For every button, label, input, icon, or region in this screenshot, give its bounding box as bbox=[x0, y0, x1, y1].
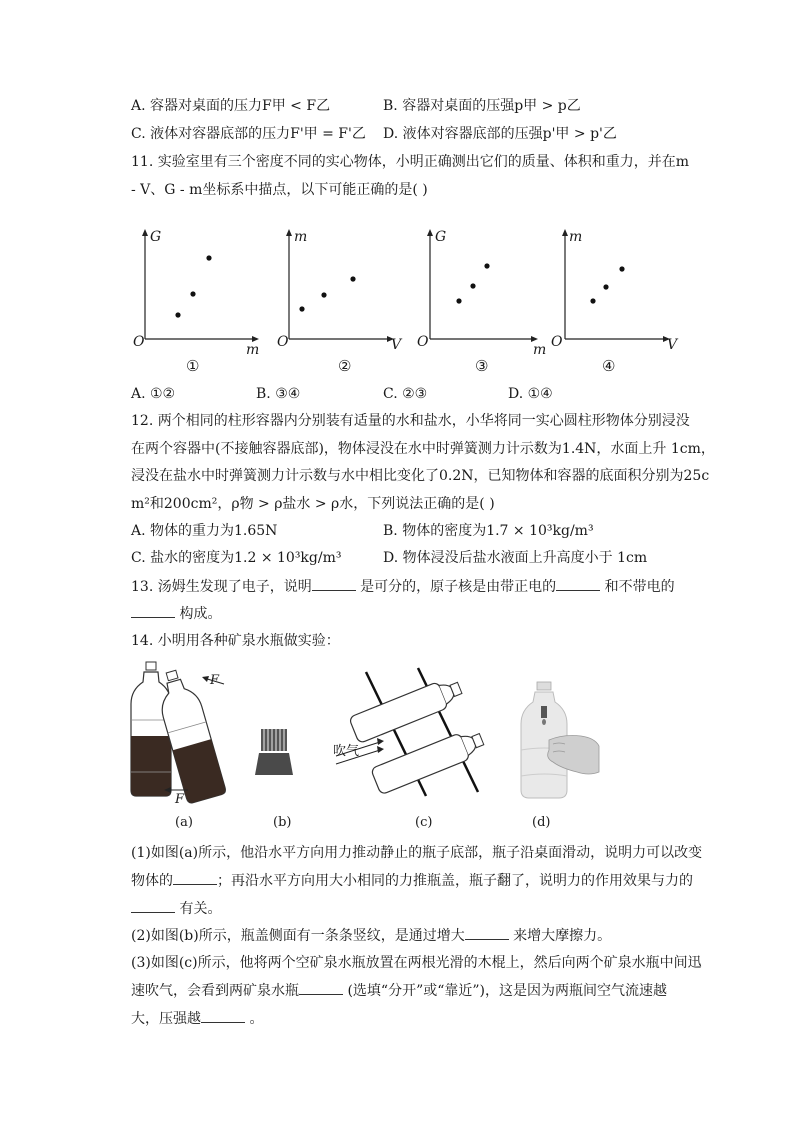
figure-d-caption: (d) bbox=[532, 815, 551, 830]
graph-2-point bbox=[321, 292, 326, 297]
graph-2-x-label: V bbox=[391, 337, 402, 353]
graph-4-point bbox=[603, 284, 608, 289]
q14-p3-line3 bbox=[131, 1008, 263, 1029]
graph-4-x-label: V bbox=[667, 337, 678, 353]
figure-b-bottle-cap bbox=[255, 725, 295, 780]
q12-option-a: A. 物体的重力为1.65N bbox=[131, 523, 278, 539]
q12-stem-line4: m²和200cm²，ρ物 > ρ盐水 > ρ水，下列说法正确的是( ) bbox=[131, 496, 495, 512]
figure-a-force-label-bottom: F bbox=[175, 792, 185, 807]
graph-4-caption: ④ bbox=[602, 357, 616, 375]
q14-blank-4[interactable] bbox=[299, 980, 343, 995]
q11-option-c: C. ②③ bbox=[383, 386, 428, 402]
graph-2-point bbox=[299, 306, 304, 311]
graph-2-m-vs-v bbox=[272, 225, 407, 355]
graph-4-point bbox=[619, 266, 624, 271]
q12-option-d: D. 物体浸没后盐水液面上升高度小于 1cm bbox=[383, 550, 648, 566]
q13-line1 bbox=[131, 576, 675, 597]
q13-text-3: 和不带电的 bbox=[604, 579, 675, 595]
graph-4-y-label: m bbox=[569, 229, 583, 245]
q12-stem-line3: 浸没在盐水中时弹簧测力计示数与水中相比变化了0.2N，已知物体和容器的底面积分别为25c bbox=[131, 468, 710, 484]
q10-option-b: B. 容器对桌面的压强p甲 > p乙 bbox=[383, 98, 581, 114]
q14-p3-text-d: 。 bbox=[249, 1011, 264, 1027]
graph-1-x-label: m bbox=[246, 342, 260, 358]
q14-p1-text-b: ；再沿水平方向用大小相同的力推瓶盖，瓶子翻了，说明力的作用效果与力的 bbox=[217, 873, 693, 889]
q14-p3-text-b: (选填“分开”或“靠近”)，这是因为两瓶间空气流速越 bbox=[347, 983, 668, 999]
q14-blank-1[interactable] bbox=[173, 870, 217, 885]
figure-d-hand-holding-bottle bbox=[515, 680, 600, 805]
figure-c-bottles-on-sticks bbox=[330, 662, 505, 802]
q11-option-d: D. ①④ bbox=[508, 386, 553, 402]
q12-option-c: C. 盐水的密度为1.2 × 10³kg/m³ bbox=[131, 550, 342, 566]
graph-2-point bbox=[350, 276, 355, 281]
graph-1-point bbox=[175, 312, 180, 317]
figure-c-caption: (c) bbox=[415, 815, 433, 830]
q13-text-2: 是可分的，原子核是由带正电的 bbox=[360, 579, 557, 595]
q14-p1-text-a: 物体的 bbox=[131, 873, 173, 889]
q13-blank-1[interactable] bbox=[312, 576, 356, 591]
graph-3-point bbox=[484, 263, 489, 268]
q14-blank-5[interactable] bbox=[201, 1008, 245, 1023]
q13-blank-3[interactable] bbox=[131, 603, 175, 618]
q10-option-c: C. 液体对容器底部的压力F'甲 = F'乙 bbox=[131, 126, 366, 142]
figure-a-bottles bbox=[126, 660, 236, 810]
q11-stem-line2: - V、G - m坐标系中描点，以下可能正确的是( ) bbox=[131, 182, 428, 198]
q10-option-a: A. 容器对桌面的压力F甲 < F乙 bbox=[131, 98, 331, 114]
graph-3-g-vs-m bbox=[413, 225, 548, 355]
q14-p3-text-c: 大，压强越 bbox=[131, 1011, 201, 1027]
graph-3-x-label: m bbox=[533, 342, 547, 358]
graph-4-point bbox=[590, 298, 595, 303]
figure-a-caption: (a) bbox=[175, 815, 193, 830]
graph-1-caption: ① bbox=[186, 357, 200, 375]
q14-blank-2[interactable] bbox=[131, 898, 175, 913]
q14-p3-line2 bbox=[131, 980, 667, 1001]
q12-stem-line2: 在两个容器中(不接触容器底部)，物体浸没在水中时弹簧测力计示数为1.4N，水面上升 1cm， bbox=[131, 441, 715, 457]
figure-c-blow-label: 吹气 bbox=[333, 744, 360, 759]
figure-b-caption: (b) bbox=[273, 815, 292, 830]
q13-line2 bbox=[131, 603, 221, 624]
q11-option-a: A. ①② bbox=[131, 386, 176, 402]
q12-stem-line1: 12. 两个相同的柱形容器内分别装有适量的水和盐水，小华将同一实心圆柱形物体分别浸没 bbox=[131, 413, 690, 429]
q13-text-1: 13. 汤姆生发现了电子，说明 bbox=[131, 579, 312, 595]
graph-2-y-label: m bbox=[294, 229, 308, 245]
q14-p2-line bbox=[131, 925, 611, 946]
graph-4-origin: O bbox=[551, 334, 563, 350]
q12-option-b: B. 物体的密度为1.7 × 10³kg/m³ bbox=[383, 523, 594, 539]
q10-option-d: D. 液体对容器底部的压强p'甲 > p'乙 bbox=[383, 126, 617, 142]
q14-p1-line2 bbox=[131, 870, 693, 891]
q13-text-4: 构成。 bbox=[179, 606, 222, 622]
graph-3-caption: ③ bbox=[475, 357, 489, 375]
q14-blank-3[interactable] bbox=[465, 925, 509, 940]
graph-3-point bbox=[470, 283, 475, 288]
q14-p3-text-a: 速吹气，会看到两矿泉水瓶 bbox=[131, 983, 299, 999]
graph-1-point bbox=[190, 291, 195, 296]
graph-1-point bbox=[206, 255, 211, 260]
graph-1-g-vs-m bbox=[128, 225, 263, 355]
q14-p1-text-c: 有关。 bbox=[179, 901, 222, 917]
graph-3-point bbox=[456, 298, 461, 303]
graph-3-y-label: G bbox=[435, 229, 447, 245]
q14-p2-text-a: (2)如图(b)所示，瓶盖侧面有一条条竖纹，是通过增大 bbox=[131, 928, 465, 944]
graph-3-origin: O bbox=[417, 334, 429, 350]
graph-2-origin: O bbox=[277, 334, 289, 350]
q13-blank-2[interactable] bbox=[556, 576, 600, 591]
graph-1-y-label: G bbox=[150, 229, 162, 245]
q14-p3-line1: (3)如图(c)所示，他将两个空矿泉水瓶放置在两根光滑的木棍上，然后向两个矿泉水瓶中间迅 bbox=[131, 955, 702, 971]
graph-1-origin: O bbox=[133, 334, 145, 350]
q11-stem-line1: 11. 实验室里有三个密度不同的实心物体，小明正确测出它们的质量、体积和重力，并在m bbox=[131, 154, 689, 170]
q14-p1-line1: (1)如图(a)所示，他沿水平方向用力推动静止的瓶子底部，瓶子沿桌面滑动，说明力可以改变 bbox=[131, 845, 703, 861]
q14-p2-text-b: 来增大摩擦力。 bbox=[513, 928, 612, 944]
q14-p1-line3 bbox=[131, 898, 221, 919]
q14-title: 14. 小明用各种矿泉水瓶做实验： bbox=[131, 633, 340, 649]
figure-a-force-label-top: F bbox=[210, 673, 220, 688]
graph-2-caption: ② bbox=[338, 357, 352, 375]
q11-option-b: B. ③④ bbox=[256, 386, 301, 402]
